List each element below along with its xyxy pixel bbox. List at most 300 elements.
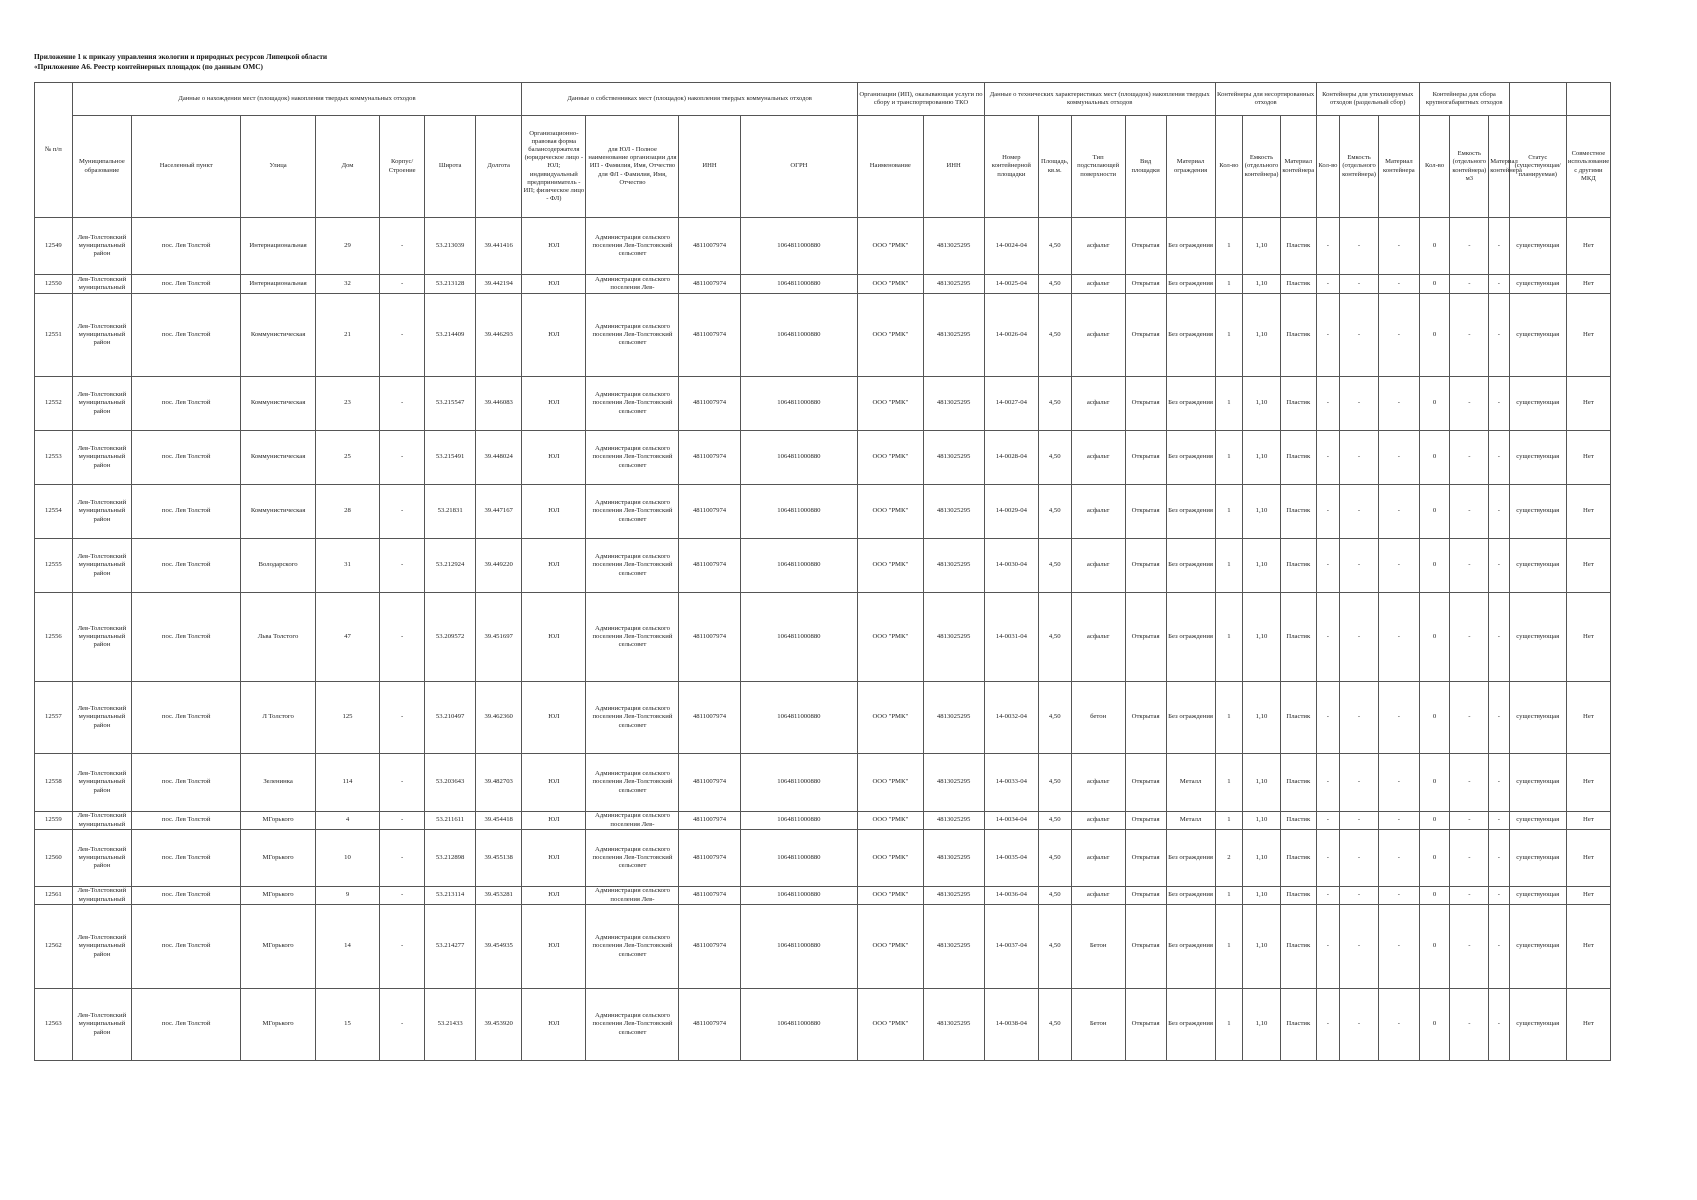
recycled-volume-cell: - [1340, 539, 1379, 593]
operator-inn-cell: 4813025295 [923, 812, 984, 830]
col-bulky-count: Кол-во [1419, 116, 1450, 218]
bulky-material-cell: - [1489, 294, 1509, 377]
building-cell: - [380, 539, 425, 593]
shared-cell: Нет [1566, 377, 1610, 431]
site-number-cell: 14-0037-04 [984, 905, 1038, 989]
settlement-cell: пос. Лев Толстой [132, 218, 241, 275]
street-cell: МГорького [241, 989, 316, 1061]
legal-form-cell: ЮЛ [522, 887, 586, 905]
bulky-volume-cell: - [1450, 887, 1489, 905]
owner-name-cell: Администрация сельского поселения Лев-Толстовский сельсовет [586, 539, 679, 593]
bulky-volume-cell: - [1450, 539, 1489, 593]
ogrn-cell: 1064811000880 [740, 218, 857, 275]
operator-inn-cell: 4813025295 [923, 830, 984, 887]
house-cell: 9 [315, 887, 379, 905]
fence-cell: Без ограждения [1166, 294, 1215, 377]
street-cell: МГорького [241, 812, 316, 830]
operator-name-cell: ООО "РМК" [858, 539, 923, 593]
operator-inn-cell: 4813025295 [923, 989, 984, 1061]
area-cell: 4,50 [1038, 905, 1071, 989]
recycled-material-cell: - [1378, 218, 1419, 275]
surface-cell: асфальт [1071, 431, 1125, 485]
municipality-cell: Лев-Толстовский муниципальный район [72, 754, 131, 812]
unsorted-count-cell: 1 [1215, 989, 1243, 1061]
inn-cell: 4811007974 [679, 218, 740, 275]
surface-cell: Бетон [1071, 989, 1125, 1061]
site-type-cell: Открытая [1125, 682, 1166, 754]
ogrn-cell: 1064811000880 [740, 989, 857, 1061]
shared-cell: Нет [1566, 830, 1610, 887]
lat-cell: 53.215547 [425, 377, 476, 431]
building-cell: - [380, 593, 425, 682]
col-street: Улица [241, 116, 316, 218]
col-unsorted-count: Кол-во [1215, 116, 1243, 218]
unsorted-count-cell: 1 [1215, 218, 1243, 275]
legal-form-cell: ЮЛ [522, 989, 586, 1061]
unsorted-material-cell: Пластик [1280, 905, 1316, 989]
legal-form-cell: ЮЛ [522, 754, 586, 812]
municipality-cell: Лев-Толстовский муниципальный район [72, 830, 131, 887]
recycled-count-cell: - [1316, 812, 1339, 830]
operator-name-cell: ООО "РМК" [858, 682, 923, 754]
inn-cell: 4811007974 [679, 485, 740, 539]
group-bulky-containers: Контейнеры для сбора крупногабаритных отходов [1419, 83, 1509, 116]
recycled-count-cell: - [1316, 539, 1339, 593]
site-number-cell: 14-0038-04 [984, 989, 1038, 1061]
area-cell: 4,50 [1038, 275, 1071, 294]
house-cell: 29 [315, 218, 379, 275]
site-type-cell: Открытая [1125, 539, 1166, 593]
surface-cell: асфальт [1071, 218, 1125, 275]
building-cell: - [380, 830, 425, 887]
bulky-volume-cell: - [1450, 485, 1489, 539]
site-type-cell: Открытая [1125, 377, 1166, 431]
operator-name-cell: ООО "РМК" [858, 218, 923, 275]
bulky-material-cell: - [1489, 812, 1509, 830]
row-number: 12558 [35, 754, 73, 812]
operator-name-cell: ООО "РМК" [858, 485, 923, 539]
building-cell: - [380, 887, 425, 905]
lat-cell: 53.21433 [425, 989, 476, 1061]
unsorted-material-cell: Пластик [1280, 682, 1316, 754]
recycled-material-cell: - [1378, 812, 1419, 830]
unsorted-material-cell: Пластик [1280, 989, 1316, 1061]
bulky-volume-cell: - [1450, 431, 1489, 485]
operator-name-cell: ООО "РМК" [858, 754, 923, 812]
bulky-material-cell: - [1489, 485, 1509, 539]
col-building: Корпус/Строение [380, 116, 425, 218]
row-number: 12561 [35, 887, 73, 905]
lat-cell: 53.213039 [425, 218, 476, 275]
area-cell: 4,50 [1038, 377, 1071, 431]
legal-form-cell: ЮЛ [522, 905, 586, 989]
col-house: Дом [315, 116, 379, 218]
inn-cell: 4811007974 [679, 754, 740, 812]
unsorted-count-cell: 1 [1215, 539, 1243, 593]
area-cell: 4,50 [1038, 431, 1071, 485]
recycled-count-cell: - [1316, 887, 1339, 905]
recycled-count-cell: - [1316, 294, 1339, 377]
house-cell: 125 [315, 682, 379, 754]
status-cell: существующая [1509, 431, 1566, 485]
street-cell: Интернациональная [241, 218, 316, 275]
recycled-count-cell: - [1316, 754, 1339, 812]
lon-cell: 39.447167 [476, 485, 522, 539]
col-ogrn: ОГРН [740, 116, 857, 218]
street-cell: Коммунистическая [241, 431, 316, 485]
surface-cell: асфальт [1071, 812, 1125, 830]
unsorted-material-cell: Пластик [1280, 485, 1316, 539]
recycled-material-cell: - [1378, 485, 1419, 539]
row-number: 12549 [35, 218, 73, 275]
lat-cell: 53.210497 [425, 682, 476, 754]
shared-cell: Нет [1566, 905, 1610, 989]
unsorted-volume-cell: 1,10 [1243, 593, 1281, 682]
recycled-volume-cell: - [1340, 887, 1379, 905]
operator-inn-cell: 4813025295 [923, 218, 984, 275]
building-cell: - [380, 294, 425, 377]
shared-cell: Нет [1566, 485, 1610, 539]
group-technical: Данные о технических характеристиках мест (площадок) накопления твердых коммунальных отходов [984, 83, 1215, 116]
recycled-count-cell: - [1316, 830, 1339, 887]
settlement-cell: пос. Лев Толстой [132, 377, 241, 431]
legal-form-cell: ЮЛ [522, 294, 586, 377]
legal-form-cell: ЮЛ [522, 682, 586, 754]
unsorted-count-cell: 1 [1215, 682, 1243, 754]
operator-inn-cell: 4813025295 [923, 294, 984, 377]
fence-cell: Без ограждения [1166, 485, 1215, 539]
recycled-volume-cell: - [1340, 377, 1379, 431]
group-operator: Организации (ИП), оказывающая услуги по сбору и транспортированию ТКО [858, 83, 985, 116]
recycled-count-cell: - [1316, 989, 1339, 1061]
table-row [35, 754, 1611, 812]
ogrn-cell: 1064811000880 [740, 682, 857, 754]
fence-cell: Металл [1166, 754, 1215, 812]
area-cell: 4,50 [1038, 887, 1071, 905]
col-unsorted-material: Материал контейнера [1280, 116, 1316, 218]
unsorted-volume-cell: 1,10 [1243, 830, 1281, 887]
owner-name-cell: Администрация сельского поселения Лев-Толстовский сельсовет [586, 377, 679, 431]
unsorted-material-cell: Пластик [1280, 218, 1316, 275]
operator-inn-cell: 4813025295 [923, 754, 984, 812]
status-cell: существующая [1509, 682, 1566, 754]
bulky-material-cell: - [1489, 275, 1509, 294]
recycled-material-cell: - [1378, 593, 1419, 682]
site-type-cell: Открытая [1125, 989, 1166, 1061]
legal-form-cell: ЮЛ [522, 593, 586, 682]
unsorted-count-cell: 1 [1215, 294, 1243, 377]
surface-cell: асфальт [1071, 830, 1125, 887]
bulky-volume-cell: - [1450, 905, 1489, 989]
owner-name-cell: Администрация сельского поселения Лев-Толстовский сельсовет [586, 754, 679, 812]
status-cell: существующая [1509, 754, 1566, 812]
bulky-volume-cell: - [1450, 812, 1489, 830]
group-owner: Данные о собственниках мест (площадок) накопления твердых коммунальных отходов [522, 83, 858, 116]
site-type-cell: Открытая [1125, 754, 1166, 812]
bulky-count-cell: 0 [1419, 377, 1450, 431]
site-type-cell: Открытая [1125, 431, 1166, 485]
house-cell: 21 [315, 294, 379, 377]
operator-name-cell: ООО "РМК" [858, 905, 923, 989]
table-row [35, 431, 1611, 485]
site-number-cell: 14-0029-04 [984, 485, 1038, 539]
building-cell: - [380, 682, 425, 754]
col-recycled-count: Кол-во [1316, 116, 1339, 218]
recycled-volume-cell: - [1340, 830, 1379, 887]
unsorted-volume-cell: 1,10 [1243, 905, 1281, 989]
lon-cell: 39.455138 [476, 830, 522, 887]
owner-name-cell: Администрация сельского поселения Лев-Толстовский сельсовет [586, 218, 679, 275]
municipality-cell: Лев-Толстовский муниципальный район [72, 431, 131, 485]
unsorted-volume-cell: 1,10 [1243, 682, 1281, 754]
lon-cell: 39.482703 [476, 754, 522, 812]
recycled-count-cell: - [1316, 905, 1339, 989]
fence-cell: Без ограждения [1166, 377, 1215, 431]
settlement-cell: пос. Лев Толстой [132, 754, 241, 812]
building-cell: - [380, 812, 425, 830]
legal-form-cell: ЮЛ [522, 275, 586, 294]
group-shared-spacer [1566, 83, 1610, 116]
building-cell: - [380, 218, 425, 275]
table-row [35, 812, 1611, 830]
site-number-cell: 14-0032-04 [984, 682, 1038, 754]
row-number: 12563 [35, 989, 73, 1061]
surface-cell: асфальт [1071, 485, 1125, 539]
ogrn-cell: 1064811000880 [740, 275, 857, 294]
unsorted-volume-cell: 1,10 [1243, 887, 1281, 905]
area-cell: 4,50 [1038, 682, 1071, 754]
operator-name-cell: ООО "РМК" [858, 830, 923, 887]
unsorted-volume-cell: 1,10 [1243, 754, 1281, 812]
settlement-cell: пос. Лев Толстой [132, 431, 241, 485]
col-surface: Тип подстилающей поверхности [1071, 116, 1125, 218]
ogrn-cell: 1064811000880 [740, 812, 857, 830]
shared-cell: Нет [1566, 682, 1610, 754]
area-cell: 4,50 [1038, 218, 1071, 275]
lat-cell: 53.21831 [425, 485, 476, 539]
street-cell: Коммунистическая [241, 485, 316, 539]
col-recycled-volume: Емкость (отдельного контейнера) [1340, 116, 1379, 218]
lat-cell: 53.213114 [425, 887, 476, 905]
settlement-cell: пос. Лев Толстой [132, 887, 241, 905]
col-site-number: Номер контейнерной площадки [984, 116, 1038, 218]
header-line-2: «Приложение А6. Реестр контейнерных площадок (по данным ОМС) [34, 61, 263, 71]
table-row [35, 485, 1611, 539]
recycled-volume-cell: - [1340, 294, 1379, 377]
operator-name-cell: ООО "РМК" [858, 593, 923, 682]
status-cell: существующая [1509, 294, 1566, 377]
unsorted-count-cell: 1 [1215, 905, 1243, 989]
site-type-cell: Открытая [1125, 812, 1166, 830]
site-type-cell: Открытая [1125, 485, 1166, 539]
lon-cell: 39.453281 [476, 887, 522, 905]
bulky-count-cell: 0 [1419, 431, 1450, 485]
recycled-count-cell: - [1316, 485, 1339, 539]
municipality-cell: Лев-Толстовский муниципальный [72, 812, 131, 830]
lon-cell: 39.449220 [476, 539, 522, 593]
legal-form-cell: ЮЛ [522, 812, 586, 830]
unsorted-count-cell: 2 [1215, 830, 1243, 887]
unsorted-material-cell: Пластик [1280, 887, 1316, 905]
settlement-cell: пос. Лев Толстой [132, 682, 241, 754]
municipality-cell: Лев-Толстовский муниципальный район [72, 218, 131, 275]
lat-cell: 53.211611 [425, 812, 476, 830]
street-cell: Коммунистическая [241, 294, 316, 377]
settlement-cell: пос. Лев Толстой [132, 294, 241, 377]
recycled-volume-cell: - [1340, 905, 1379, 989]
fence-cell: Без ограждения [1166, 275, 1215, 294]
table-row [35, 830, 1611, 887]
recycled-material-cell: - [1378, 989, 1419, 1061]
lon-cell: 39.441416 [476, 218, 522, 275]
unsorted-count-cell: 1 [1215, 754, 1243, 812]
lon-cell: 39.453920 [476, 989, 522, 1061]
group-header-row [35, 83, 1611, 116]
table-row [35, 887, 1611, 905]
unsorted-material-cell: Пластик [1280, 593, 1316, 682]
group-recycled-containers: Контейнеры для утилизируемых отходов (раздельный сбор) [1316, 83, 1419, 116]
col-operator-inn: ИНН [923, 116, 984, 218]
house-cell: 31 [315, 539, 379, 593]
row-number: 12559 [35, 812, 73, 830]
table-body [35, 218, 1611, 1061]
unsorted-volume-cell: 1,10 [1243, 989, 1281, 1061]
status-cell: существующая [1509, 812, 1566, 830]
row-number: 12552 [35, 377, 73, 431]
operator-inn-cell: 4813025295 [923, 539, 984, 593]
ogrn-cell: 1064811000880 [740, 539, 857, 593]
recycled-volume-cell: - [1340, 989, 1379, 1061]
col-owner-name: для ЮЛ - Полное наименование организации для ИП - Фамилия, Имя, Отчество для ФЛ - Фамилия, Имя, Отчество [586, 116, 679, 218]
bulky-volume-cell: - [1450, 682, 1489, 754]
inn-cell: 4811007974 [679, 593, 740, 682]
site-number-cell: 14-0028-04 [984, 431, 1038, 485]
unsorted-volume-cell: 1,10 [1243, 812, 1281, 830]
row-number: 12553 [35, 431, 73, 485]
site-number-cell: 14-0031-04 [984, 593, 1038, 682]
unsorted-material-cell: Пластик [1280, 812, 1316, 830]
surface-cell: асфальт [1071, 593, 1125, 682]
recycled-volume-cell: - [1340, 754, 1379, 812]
bulky-volume-cell: - [1450, 294, 1489, 377]
recycled-material-cell: - [1378, 275, 1419, 294]
area-cell: 4,50 [1038, 754, 1071, 812]
col-lat: Широта [425, 116, 476, 218]
ogrn-cell: 1064811000880 [740, 431, 857, 485]
settlement-cell: пос. Лев Толстой [132, 989, 241, 1061]
surface-cell: асфальт [1071, 377, 1125, 431]
bulky-volume-cell: - [1450, 377, 1489, 431]
bulky-count-cell: 0 [1419, 989, 1450, 1061]
site-number-cell: 14-0033-04 [984, 754, 1038, 812]
table-row [35, 989, 1611, 1061]
bulky-count-cell: 0 [1419, 905, 1450, 989]
recycled-count-cell: - [1316, 431, 1339, 485]
unsorted-volume-cell: 1,10 [1243, 218, 1281, 275]
status-cell: существующая [1509, 377, 1566, 431]
building-cell: - [380, 905, 425, 989]
area-cell: 4,50 [1038, 294, 1071, 377]
operator-name-cell: ООО "РМК" [858, 294, 923, 377]
status-cell: существующая [1509, 593, 1566, 682]
municipality-cell: Лев-Толстовский муниципальный район [72, 682, 131, 754]
surface-cell: асфальт [1071, 294, 1125, 377]
legal-form-cell: ЮЛ [522, 218, 586, 275]
row-number: 12555 [35, 539, 73, 593]
bulky-material-cell: - [1489, 682, 1509, 754]
unsorted-material-cell: Пластик [1280, 754, 1316, 812]
unsorted-volume-cell: 1,10 [1243, 539, 1281, 593]
header-line-1: Приложение 1 к приказу управления экологии и природных ресурсов Липецкой области [34, 52, 328, 61]
shared-cell: Нет [1566, 812, 1610, 830]
lat-cell: 53.214409 [425, 294, 476, 377]
owner-name-cell: Администрация сельского поселения Лев- [586, 275, 679, 294]
bulky-count-cell: 0 [1419, 485, 1450, 539]
unsorted-material-cell: Пластик [1280, 431, 1316, 485]
building-cell: - [380, 754, 425, 812]
table-row [35, 377, 1611, 431]
house-cell: 14 [315, 905, 379, 989]
house-cell: 28 [315, 485, 379, 539]
fence-cell: Без ограждения [1166, 887, 1215, 905]
status-cell: существующая [1509, 989, 1566, 1061]
col-status: Статус (существующая/ планируемая) [1509, 116, 1566, 218]
legal-form-cell: ЮЛ [522, 485, 586, 539]
col-settlement: Населенный пункт [132, 116, 241, 218]
street-cell: Зеленинка [241, 754, 316, 812]
row-number: 12551 [35, 294, 73, 377]
operator-inn-cell: 4813025295 [923, 593, 984, 682]
document-header [34, 52, 327, 71]
unsorted-volume-cell: 1,10 [1243, 485, 1281, 539]
street-cell: МГорького [241, 905, 316, 989]
col-bulky-volume: Емкость (отдельного контейнера) м3 [1450, 116, 1489, 218]
area-cell: 4,50 [1038, 593, 1071, 682]
operator-inn-cell: 4813025295 [923, 905, 984, 989]
inn-cell: 4811007974 [679, 682, 740, 754]
settlement-cell: пос. Лев Толстой [132, 275, 241, 294]
unsorted-material-cell: Пластик [1280, 377, 1316, 431]
table-row [35, 539, 1611, 593]
municipality-cell: Лев-Толстовский муниципальный район [72, 593, 131, 682]
unsorted-count-cell: 1 [1215, 377, 1243, 431]
building-cell: - [380, 275, 425, 294]
recycled-count-cell: - [1316, 275, 1339, 294]
table-row [35, 593, 1611, 682]
operator-name-cell: ООО "РМК" [858, 377, 923, 431]
col-site-type: Вид площадки [1125, 116, 1166, 218]
ogrn-cell: 1064811000880 [740, 905, 857, 989]
surface-cell: Бетон [1071, 905, 1125, 989]
row-number: 12562 [35, 905, 73, 989]
inn-cell: 4811007974 [679, 539, 740, 593]
bulky-count-cell: 0 [1419, 812, 1450, 830]
inn-cell: 4811007974 [679, 294, 740, 377]
bulky-material-cell: - [1489, 539, 1509, 593]
group-unsorted-containers: Контейнеры для несортированных отходов [1215, 83, 1316, 116]
owner-name-cell: Администрация сельского поселения Лев-Толстовский сельсовет [586, 294, 679, 377]
street-cell: Володарского [241, 539, 316, 593]
lat-cell: 53.212898 [425, 830, 476, 887]
legal-form-cell: ЮЛ [522, 431, 586, 485]
fence-cell: Без ограждения [1166, 593, 1215, 682]
lon-cell: 39.462360 [476, 682, 522, 754]
surface-cell: асфальт [1071, 275, 1125, 294]
recycled-material-cell: - [1378, 754, 1419, 812]
row-number: 12560 [35, 830, 73, 887]
unsorted-count-cell: 1 [1215, 431, 1243, 485]
owner-name-cell: Администрация сельского поселения Лев-Толстовский сельсовет [586, 682, 679, 754]
